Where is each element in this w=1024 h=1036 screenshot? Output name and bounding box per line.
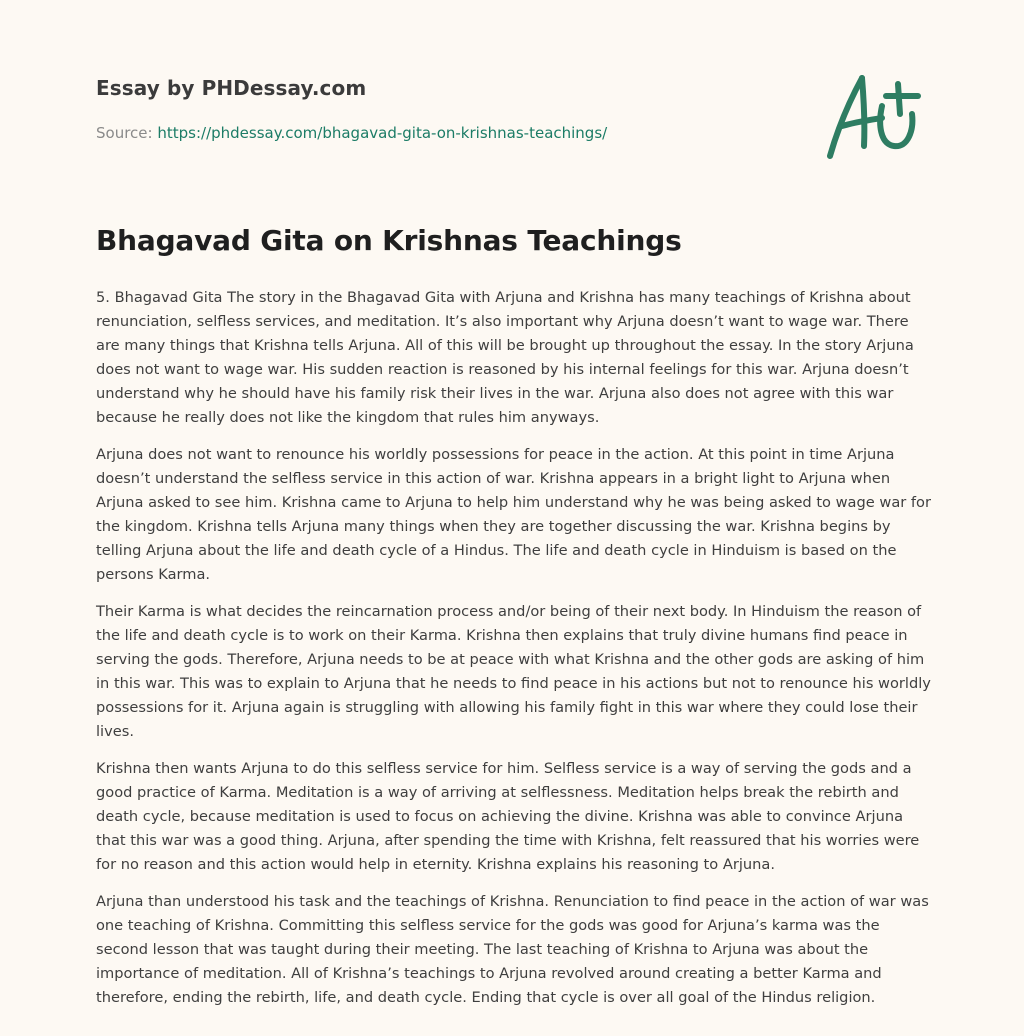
source-link[interactable]: https://phdessay.com/bhagavad-gita-on-krishnas-teachings/: [157, 124, 608, 142]
paragraph-2: Arjuna does not want to renounce his worldly possessions for peace in the action. At this point in time Arjuna doesn’t understand the selfless service in this action of war. Krishna appears in a bright light to Arjuna when Arjuna asked to see him. Krishna came to Arjuna to help him understand why he was being asked to wage war for the kingdom. Krishna tells Arjuna many things when they are together discussing the war. Krishna begins by telling Arjuna about the life and death cycle of a Hindus. The life and death cycle in Hinduism is based on the persons Karma.: [96, 446, 931, 583]
paragraph-1: 5. Bhagavad Gita The story in the Bhagavad Gita with Arjuna and Krishna has many teachings of Krishna about renunciation, selfless services, and meditation. It’s also important why Arjuna doesn’t want to wage war. There are many things that Krishna tells Arjuna. All of this will be brought up throughout the essay. In the story Arjuna does not want to wage war. His sudden reaction is reasoned by his internal feelings for this war. Arjuna doesn’t understand why he should have his family risk their lives in the war. Arjuna also does not agree with this war because he really does not like the kingdom that rules him anyways.: [96, 289, 914, 426]
source-line: [96, 124, 607, 142]
paragraph-3: Their Karma is what decides the reincarnation process and/or being of their next body. In Hinduism the reason of the life and death cycle is to work on their Karma. Krishna then explains that truly divine humans find peace in serving the gods. Therefore, Arjuna needs to be at peace with what Krishna and the other gods are asking of him in this war. This was to explain to Arjuna that he needs to find peace in his actions but not to renounce his worldly possessions for it. Arjuna again is struggling with allowing his family fight in this war where they could lose their lives.: [96, 603, 931, 740]
article-title: Bhagavad Gita on Krishnas Teachings: [96, 224, 682, 257]
essay-by-heading: Essay by PHDessay.com: [96, 76, 367, 100]
paragraph-4: Krishna then wants Arjuna to do this selfless service for him. Selfless service is a way of serving the gods and a good practice of Karma. Meditation is a way of arriving at selflessness. Meditation helps break the rebirth and death cycle, because meditation is used to focus on achieving the divine. Krishna was able to convince Arjuna that this war was a good thing. Arjuna, after spending the time with Krishna, felt reassured that his worries were for no reason and this action would help in eternity. Krishna explains his reasoning to Arjuna.: [96, 760, 920, 873]
article-body: [96, 286, 932, 1023]
a-plus-grade-icon: [820, 66, 930, 166]
source-label: Source:: [96, 124, 153, 142]
paragraph-5: Arjuna than understood his task and the teachings of Krishna. Renunciation to find peace in the action of war was one teaching of Krishna. Committing this selfless service for the gods was good for Arjuna’s karma was the second lesson that was taught during their meeting. The last teaching of Krishna to Arjuna was about the importance of meditation. All of Krishna’s teachings to Arjuna revolved around creating a better Karma and therefore, ending the rebirth, life, and death cycle. Ending that cycle is over all goal of the Hindus religion.: [96, 893, 929, 1006]
